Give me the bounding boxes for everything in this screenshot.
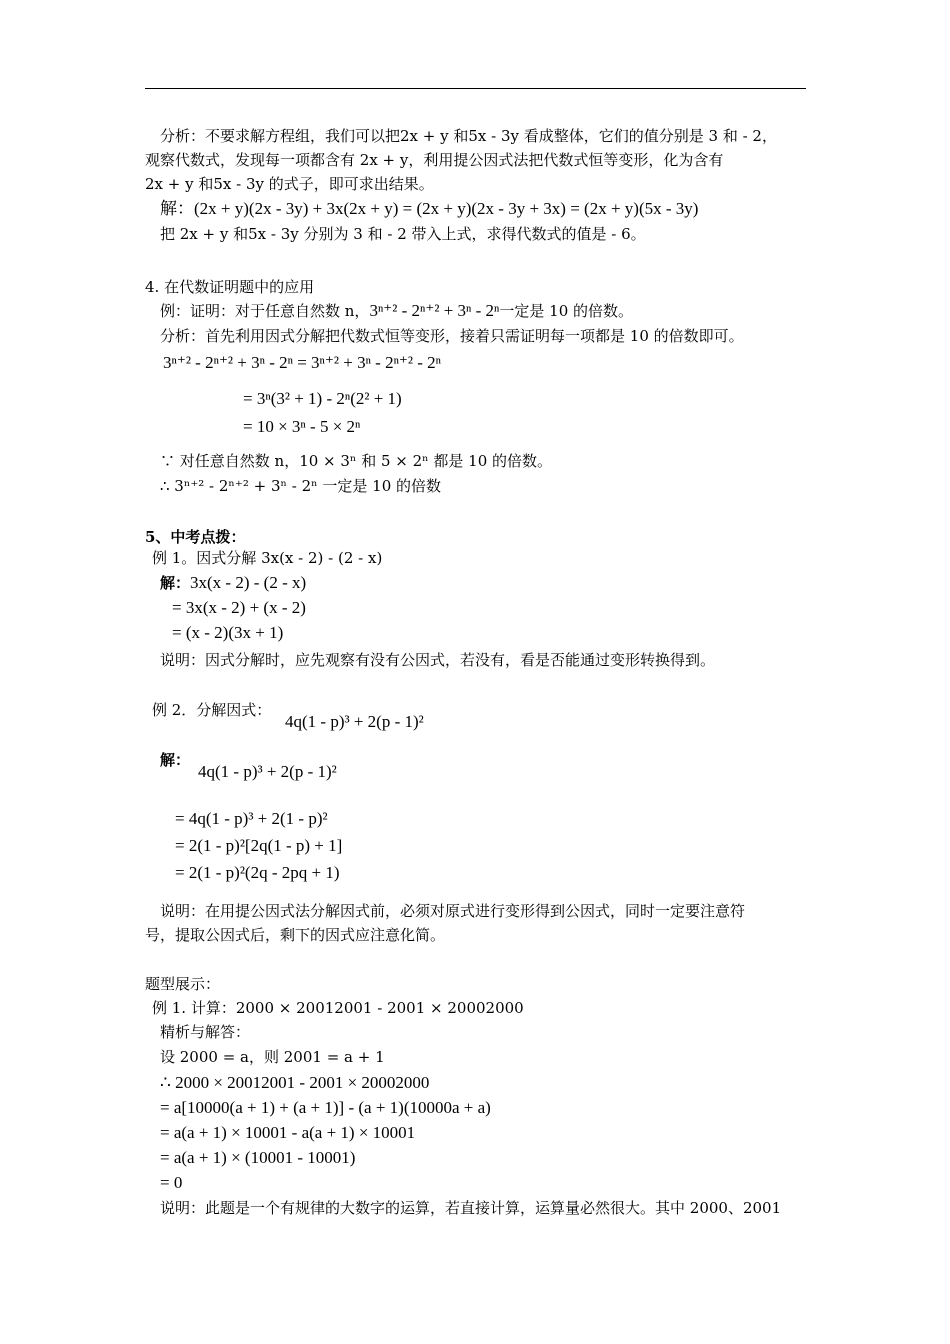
calc-example: 例 1. 计算：2000 × 20012001 - 2001 × 20002000: [152, 999, 524, 1017]
example-2-note-1: 说明：在用提公因式法分解因式前，必须对原式进行变形得到公因式，同时一定要注意符: [160, 902, 746, 920]
example-2-expression: 4q(1 - p)³ + 2(p - 1)²: [285, 712, 424, 731]
example-2-solution-label: 解：: [160, 751, 191, 769]
calc-analysis-label: 精析与解答：: [160, 1023, 251, 1041]
proof-example-text: 例：证明：对于任意自然数 n，: [160, 302, 370, 320]
calc-step-1: ∴ 2000 × 20012001 - 2001 × 20002000: [160, 1073, 430, 1092]
calc-step-4: = a(a + 1) × (10001 - 10001): [160, 1148, 356, 1167]
example-2-label: 例 2．分解因式：: [152, 701, 272, 719]
proof-example-end: 一定是 10 的倍数。: [499, 302, 634, 320]
example-1: 例 1。因式分解 3x(x - 2) - (2 - x): [152, 549, 383, 567]
example-2-step-3: = 2(1 - p)²[2q(1 - p) + 1]: [175, 836, 343, 855]
solution-label: 解：: [160, 574, 191, 592]
analysis-line-2: 观察代数式，发现每一项都含有 2x + y，利用提公因式法把代数式恒等变形，化为含有: [145, 151, 724, 169]
proof-step-3: = 10 × 3ⁿ - 5 × 2ⁿ: [243, 417, 361, 436]
proof-since: ∵ 对任意自然数 n，10 × 3ⁿ 和 5 × 2ⁿ 都是 10 的倍数。: [160, 452, 553, 470]
proof-step-1: 3ⁿ⁺² - 2ⁿ⁺² + 3ⁿ - 2ⁿ = 3ⁿ⁺² + 3ⁿ - 2ⁿ⁺² - 2ⁿ: [163, 353, 442, 372]
example-2-step-2: = 4q(1 - p)³ + 2(1 - p)²: [175, 809, 328, 828]
example-1-step-3: = (x - 2)(3x + 1): [172, 623, 284, 642]
section-question-types-heading: 题型展示：: [145, 975, 221, 993]
calc-step-5: = 0: [160, 1173, 183, 1192]
example-1-step-1: 3x(x - 2) - (2 - x): [190, 573, 307, 592]
example-2-step-1: 4q(1 - p)³ + 2(p - 1)²: [198, 762, 337, 781]
example-1-solution: [160, 573, 306, 593]
analysis-line-1: 分析：不要求解方程组，我们可以把2x + y 和5x - 3y 看成整体，它们的值分别是 3 和 - 2，: [160, 127, 777, 145]
example-2-step-4: = 2(1 - p)²(2q - 2pq + 1): [175, 863, 340, 882]
example-2-note-2: 号，提取公因式后，剩下的因式应注意化简。: [145, 926, 446, 944]
header-rule: [145, 88, 806, 89]
proof-analysis: 分析：首先利用因式分解把代数式恒等变形，接着只需证明每一项都是 10 的倍数即可。: [160, 327, 744, 345]
proof-example: [160, 301, 633, 321]
calc-step-2: = a[10000(a + 1) + (a + 1)] - (a + 1)(10000a + a): [160, 1098, 491, 1117]
section-4-heading: 4. 在代数证明题中的应用: [145, 278, 315, 296]
solution-conclusion: 把 2x + y 和5x - 3y 分别为 3 和 - 2 带入上式，求得代数式的值是 - 6。: [160, 225, 646, 243]
calc-step-3: = a(a + 1) × 10001 - a(a + 1) × 10001: [160, 1123, 416, 1142]
section-5-heading: 5、中考点拨：: [145, 528, 246, 546]
calc-substitution: 设 2000 = a，则 2001 = a + 1: [160, 1048, 385, 1066]
proof-therefore: ∴ 3ⁿ⁺² - 2ⁿ⁺² + 3ⁿ - 2ⁿ 一定是 10 的倍数: [160, 477, 442, 495]
calc-note: 说明：此题是一个有规律的大数字的运算，若直接计算，运算量必然很大。其中 2000、2001: [160, 1199, 782, 1217]
solution-equation: 解：(2x + y)(2x - 3y) + 3x(2x + y) = (2x + y)(2x - 3y + 3x) = (2x + y)(5x - 3y): [160, 199, 699, 218]
example-1-note: 说明：因式分解时，应先观察有没有公因式，若没有，看是否能通过变形转换得到。: [160, 651, 716, 669]
analysis-line-3: 2x + y 和5x - 3y 的式子，即可求出结果。: [145, 175, 434, 193]
proof-expression: 3ⁿ⁺² - 2ⁿ⁺² + 3ⁿ - 2ⁿ: [369, 301, 500, 320]
proof-step-2: = 3ⁿ(3² + 1) - 2ⁿ(2² + 1): [243, 389, 402, 408]
example-1-step-2: = 3x(x - 2) + (x - 2): [172, 598, 306, 617]
